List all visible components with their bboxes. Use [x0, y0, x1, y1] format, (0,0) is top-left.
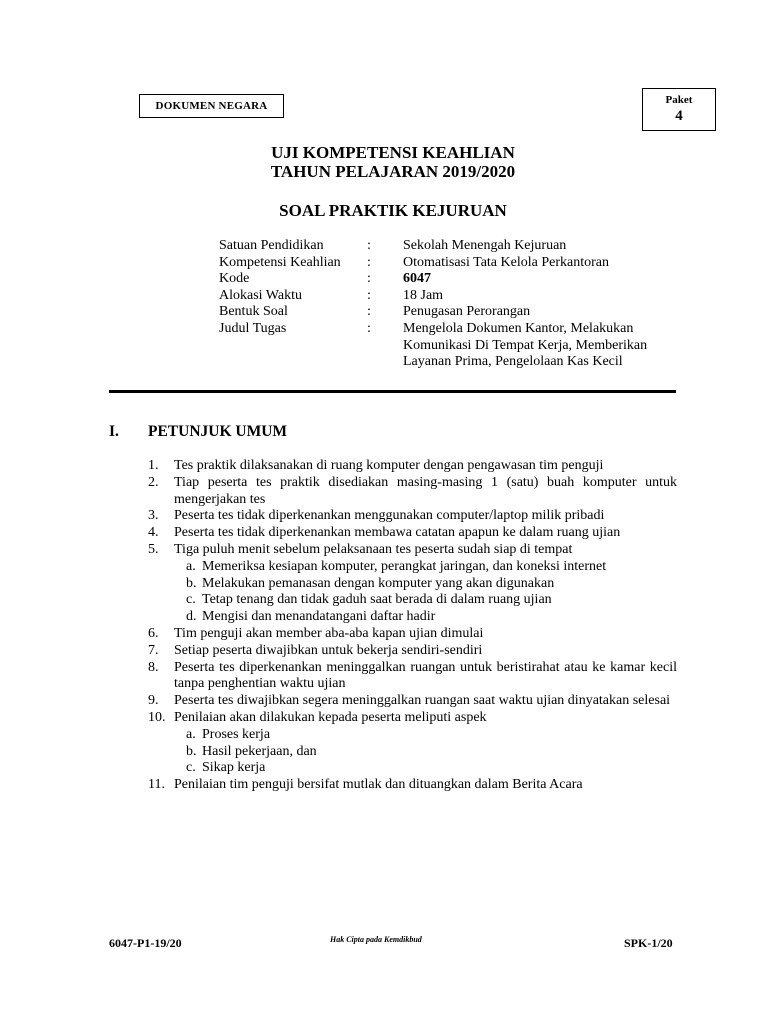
instruction-list: [148, 458, 677, 794]
title-line-2: TAHUN PELAJARAN 2019/2020: [270, 162, 516, 181]
list-item: [148, 693, 677, 710]
sub-list-item: [148, 744, 677, 761]
info-value: Mengelola Dokumen Kantor, Melakukan Komunikasi Di Tempat Kerja, Memberikan Layanan Prima, Pengelolaan Kas Kecil: [403, 320, 648, 370]
info-row: [219, 288, 703, 305]
sub-list-item: [148, 609, 677, 626]
list-item-text: Peserta tes tidak diperkenankan membawa catatan apapun ke dalam ruang ujian: [174, 525, 621, 541]
info-row: [219, 255, 703, 272]
sub-list-item-text: Sikap kerja: [202, 760, 266, 776]
sub-list-item: [148, 576, 677, 593]
sub-list-item: [148, 760, 677, 777]
footer-copyright: Hak Cipta pada Kemdikbud: [330, 935, 422, 944]
list-item-number: 6.: [148, 625, 159, 641]
paket-number: 4: [675, 108, 683, 124]
list-item-number: 5.: [148, 541, 159, 557]
list-item: [148, 525, 677, 542]
list-item-text: Penilaian akan dilakukan kepada peserta meliputi aspek: [174, 709, 487, 725]
paket-label: Paket: [665, 94, 693, 106]
footer-code: 6047-P1-19/20: [109, 936, 182, 950]
list-item-number: 1.: [148, 458, 159, 473]
list-item-number: 7.: [148, 642, 159, 658]
sub-list-item-letter: a.: [186, 558, 196, 574]
info-row: [219, 321, 703, 371]
sub-list-item: [148, 592, 677, 609]
info-table: [219, 238, 703, 371]
info-row: [219, 271, 703, 288]
info-value: Penugasan Perorangan: [403, 304, 531, 320]
list-item-number: 3.: [148, 508, 159, 524]
list-item-number: 11.: [148, 777, 165, 793]
list-item-number: 4.: [148, 525, 159, 541]
list-item-text: Tes praktik dilaksanakan di ruang komputer dengan pengawasan tim penguji: [174, 458, 604, 473]
sub-list-item: [148, 727, 677, 744]
list-item-text: Penilaian tim penguji bersifat mutlak dan dituangkan dalam Berita Acara: [174, 777, 583, 793]
list-item-number: 9.: [148, 693, 159, 709]
info-key: Satuan Pendidikan: [219, 238, 324, 253]
list-item-text: Peserta tes diwajibkan segera meninggalkan ruangan saat waktu ujian dinyatakan selesai: [174, 693, 671, 709]
section-title: PETUNJUK UMUM: [148, 423, 288, 440]
info-value: Sekolah Menengah Kejuruan: [403, 238, 567, 253]
sub-list-item: [148, 559, 677, 576]
list-item-number: 8.: [148, 659, 159, 675]
document-classification-label: DOKUMEN NEGARA: [139, 94, 284, 118]
info-sep: :: [367, 271, 371, 287]
sub-list-item-text: Mengisi dan menandatangani daftar hadir: [202, 609, 436, 625]
info-sep: :: [367, 287, 371, 303]
list-item: [148, 626, 677, 643]
title-line-3: SOAL PRAKTIK KEJURUAN: [279, 201, 507, 220]
list-item-text: Tiap peserta tes praktik disediakan masing-masing 1 (satu) buah komputer untuk mengerjakan tes: [174, 474, 677, 507]
list-item: [148, 660, 677, 694]
sub-list-item-letter: b.: [186, 743, 197, 759]
info-key: Alokasi Waktu: [219, 287, 302, 303]
info-row: [219, 304, 703, 321]
info-value: 18 Jam: [403, 287, 444, 303]
paket-box: [642, 88, 716, 131]
list-item: [148, 777, 677, 794]
list-item: [148, 710, 677, 727]
title-line-1: UJI KOMPETENSI KEAHLIAN: [271, 143, 515, 162]
list-item: [148, 508, 677, 525]
sub-list-item-text: Memeriksa kesiapan komputer, perangkat jaringan, dan koneksi internet: [202, 558, 607, 574]
footer-page: SPK-1/20: [624, 936, 673, 950]
list-item: [148, 542, 677, 559]
sub-list-item-text: Hasil pekerjaan, dan: [202, 743, 317, 759]
info-value: 6047: [403, 271, 431, 287]
list-item-number: 10.: [148, 709, 166, 725]
list-item-text: Setiap peserta diwajibkan untuk bekerja sendiri-sendiri: [174, 642, 483, 658]
sub-list-item-text: Proses kerja: [202, 726, 271, 742]
info-row: [219, 238, 703, 255]
info-value: Otomatisasi Tata Kelola Perkantoran: [403, 254, 609, 270]
info-key: Kode: [219, 271, 250, 287]
sub-list-item-letter: a.: [186, 726, 196, 742]
sub-list-item-letter: c.: [186, 760, 196, 776]
info-sep: :: [367, 254, 371, 270]
sub-list-item-letter: d.: [186, 609, 197, 625]
sub-list-item-text: Melakukan pemanasan dengan komputer yang akan digunakan: [202, 575, 555, 591]
list-item: [148, 458, 677, 475]
section-number: I.: [109, 423, 119, 440]
info-sep: :: [367, 238, 371, 253]
list-item-text: Tiga puluh menit sebelum pelaksanaan tes peserta sudah siap di tempat: [174, 541, 573, 557]
list-item: [148, 643, 677, 660]
list-item-text: Peserta tes diperkenankan meninggalkan ruangan untuk beristirahat atau ke kamar kecil tanpa penghentian waktu ujian: [174, 659, 677, 692]
horizontal-rule: [109, 390, 676, 393]
sub-list-item-letter: b.: [186, 575, 197, 591]
info-key: Kompetensi Keahlian: [219, 254, 341, 270]
list-item: [148, 475, 677, 509]
info-key: Bentuk Soal: [219, 304, 288, 320]
list-item-text: Tim penguji akan member aba-aba kapan ujian dimulai: [174, 625, 484, 641]
sub-list-item-text: Tetap tenang dan tidak gaduh saat berada di dalam ruang ujian: [202, 592, 552, 608]
sub-list-item-letter: c.: [186, 592, 196, 608]
list-item-text: Peserta tes tidak diperkenankan menggunakan computer/laptop milik pribadi: [174, 508, 605, 524]
info-sep: :: [367, 320, 371, 336]
info-sep: :: [367, 304, 371, 320]
info-key: Judul Tugas: [219, 320, 287, 336]
list-item-number: 2.: [148, 474, 159, 490]
